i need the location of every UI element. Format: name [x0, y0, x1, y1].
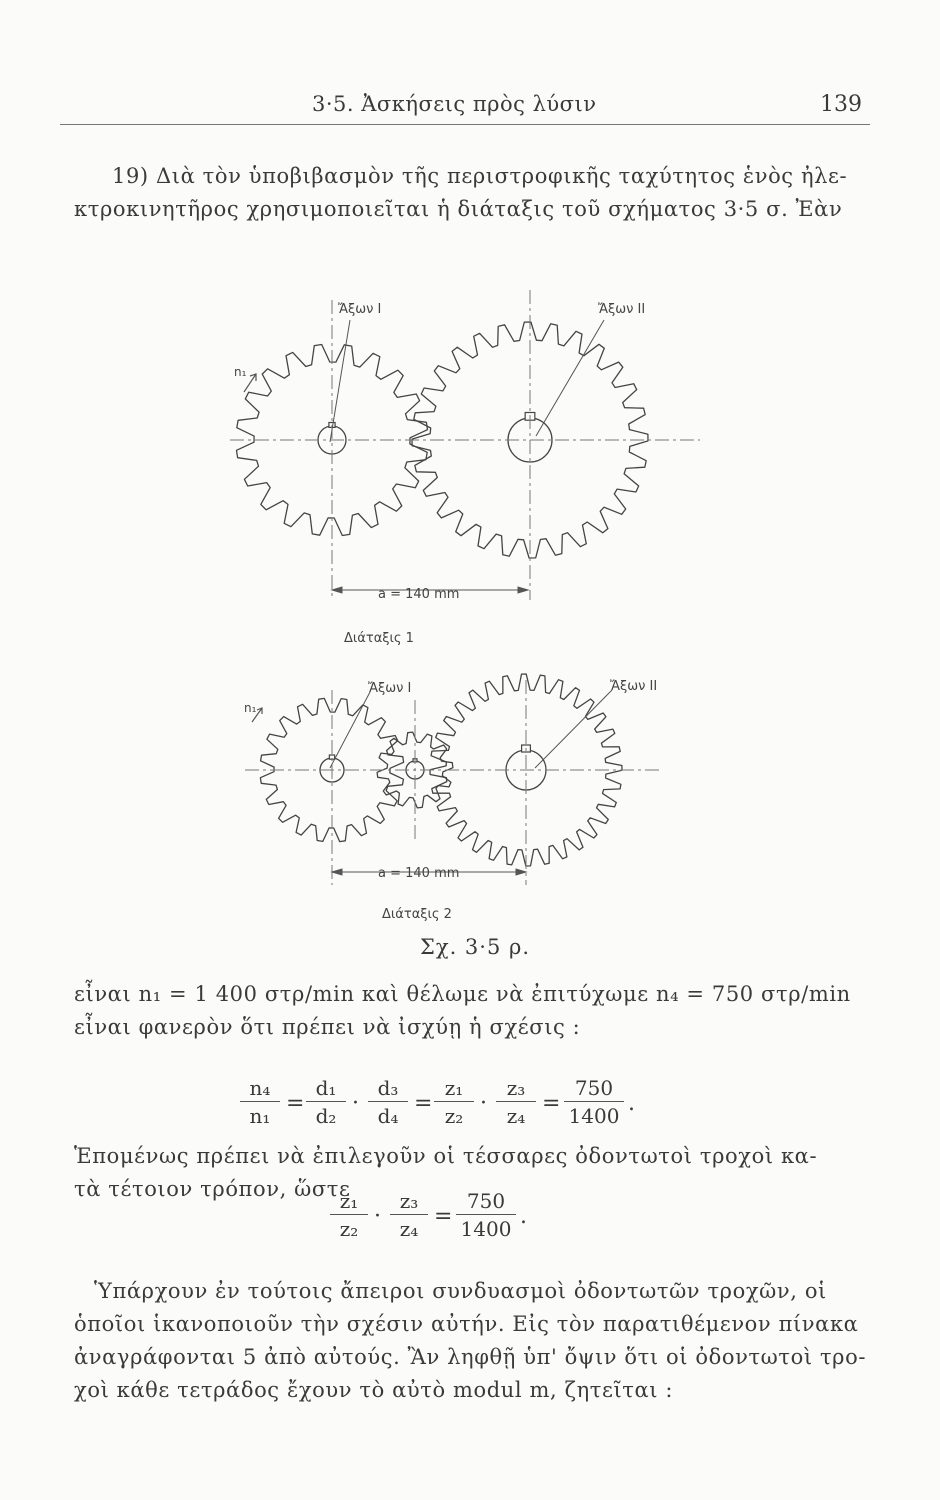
- equals-sign: =: [286, 1091, 305, 1116]
- numerator: d₃: [368, 1075, 408, 1102]
- denominator: z₄: [399, 1217, 419, 1241]
- denominator: z₄: [506, 1104, 526, 1128]
- rotation-arrows: [244, 374, 262, 722]
- dot-sign: ·: [374, 1204, 381, 1229]
- axis-2-label: Ἄξων II: [610, 679, 658, 694]
- fraction: [456, 1188, 516, 1243]
- text-line: τὰ τέτοιον τρόπον, ὥστε: [74, 1177, 351, 1201]
- denominator: z₂: [444, 1104, 464, 1128]
- axis-2-label: Ἄξων II: [598, 302, 646, 317]
- n1-label: n₁: [244, 701, 257, 715]
- denominator: 1400: [568, 1104, 620, 1128]
- dot-sign: ·: [480, 1091, 487, 1116]
- fraction: [390, 1188, 428, 1243]
- header-rule: [60, 124, 870, 125]
- numerator: d₁: [306, 1075, 346, 1102]
- denominator: d₂: [315, 1104, 337, 1128]
- text-line: ὁποῖοι ἱκανοποιοῦν τὴν σχέσιν αὐτήν. Εἰς τὸν παρατιθέμενον πίνακα: [74, 1312, 859, 1336]
- final-text: [74, 1275, 867, 1407]
- figure-caption: Σχ. 3·5 ρ.: [420, 935, 531, 959]
- dot-sign: ·: [352, 1091, 359, 1116]
- distance-label: a = 140 mm: [378, 866, 460, 881]
- numerator: z₃: [496, 1075, 536, 1102]
- fraction: [306, 1075, 346, 1130]
- numerator: z₃: [390, 1188, 428, 1215]
- ratio-formula: [240, 1075, 660, 1145]
- numerator: n₄: [240, 1075, 280, 1102]
- numerator: 750: [564, 1075, 624, 1102]
- period: .: [520, 1204, 527, 1229]
- text-line: Ὑπάρχουν ἐν τούτοις ἄπειροι συνδυασμοὶ ὀδοντωτῶν τροχῶν, οἱ: [94, 1279, 827, 1303]
- condition-formula: [330, 1188, 570, 1258]
- period: .: [628, 1091, 635, 1116]
- leader-lines: [330, 320, 612, 768]
- arrangement-name: Διάταξις 2: [382, 907, 452, 922]
- running-title: 3·5. Ἀσκήσεις πρὸς λύσιν: [312, 92, 597, 116]
- page-number: 139: [820, 92, 862, 117]
- fraction: [434, 1075, 474, 1130]
- text-line: εἶναι n₁ = 1 400 στρ/min καὶ θέλωμε νὰ ἐπιτύχωμε n₄ = 750 στρ/min: [74, 982, 851, 1006]
- centerlines-1: [230, 290, 700, 885]
- page-header: [60, 92, 870, 126]
- text-line: ἀναγράφονται 5 ἀπὸ αὐτούς. Ἂν ληφθῇ ὑπ' ὄψιν ὅτι οἱ ὀδοντωτοὶ τρο-: [74, 1345, 867, 1369]
- fraction: [496, 1075, 536, 1130]
- denominator: z₂: [339, 1217, 359, 1241]
- fraction: [330, 1188, 368, 1243]
- exercise-intro: [74, 160, 864, 226]
- axis-1-label: Ἄξων I: [368, 681, 412, 696]
- text-line: χοὶ κάθε τετράδος ἔχουν τὸ αὐτὸ modul m, ζητεῖται :: [74, 1378, 674, 1402]
- numerator: 750: [456, 1188, 516, 1215]
- axis-1-label: Ἄξων I: [338, 302, 382, 317]
- gear-figure: [0, 280, 940, 970]
- equals-sign: =: [434, 1204, 453, 1229]
- text-line: κτροκινητῆρος χρησιμοποιεῖται ἡ διάταξις τοῦ σχήματος 3·5 σ. Ἐὰν: [74, 197, 843, 221]
- fraction: [240, 1075, 280, 1130]
- distance-label: a = 140 mm: [378, 587, 460, 602]
- arrangement-name: Διάταξις 1: [344, 631, 414, 646]
- text-line: 19) Διὰ τὸν ὑποβιβασμὸν τῆς περιστροφικῆς ταχύτητος ἑνὸς ἠλε-: [112, 164, 848, 188]
- denominator: 1400: [460, 1217, 512, 1241]
- equals-sign: =: [542, 1091, 561, 1116]
- body-text: [74, 978, 864, 1044]
- fraction: [564, 1075, 624, 1130]
- text-line: Ἑπομένως πρέπει νὰ ἐπιλεγοῦν οἱ τέσσαρες ὀδοντωτοὶ τροχοὶ κα-: [74, 1144, 818, 1168]
- numerator: z₁: [434, 1075, 474, 1102]
- equals-sign: =: [414, 1091, 433, 1116]
- text-line: εἶναι φανερὸν ὅτι πρέπει νὰ ἰσχύῃ ἡ σχέσις :: [74, 1015, 581, 1039]
- fraction: [368, 1075, 408, 1130]
- denominator: n₁: [249, 1104, 271, 1128]
- numerator: z₁: [330, 1188, 368, 1215]
- n1-label: n₁: [234, 365, 247, 379]
- denominator: d₄: [377, 1104, 399, 1128]
